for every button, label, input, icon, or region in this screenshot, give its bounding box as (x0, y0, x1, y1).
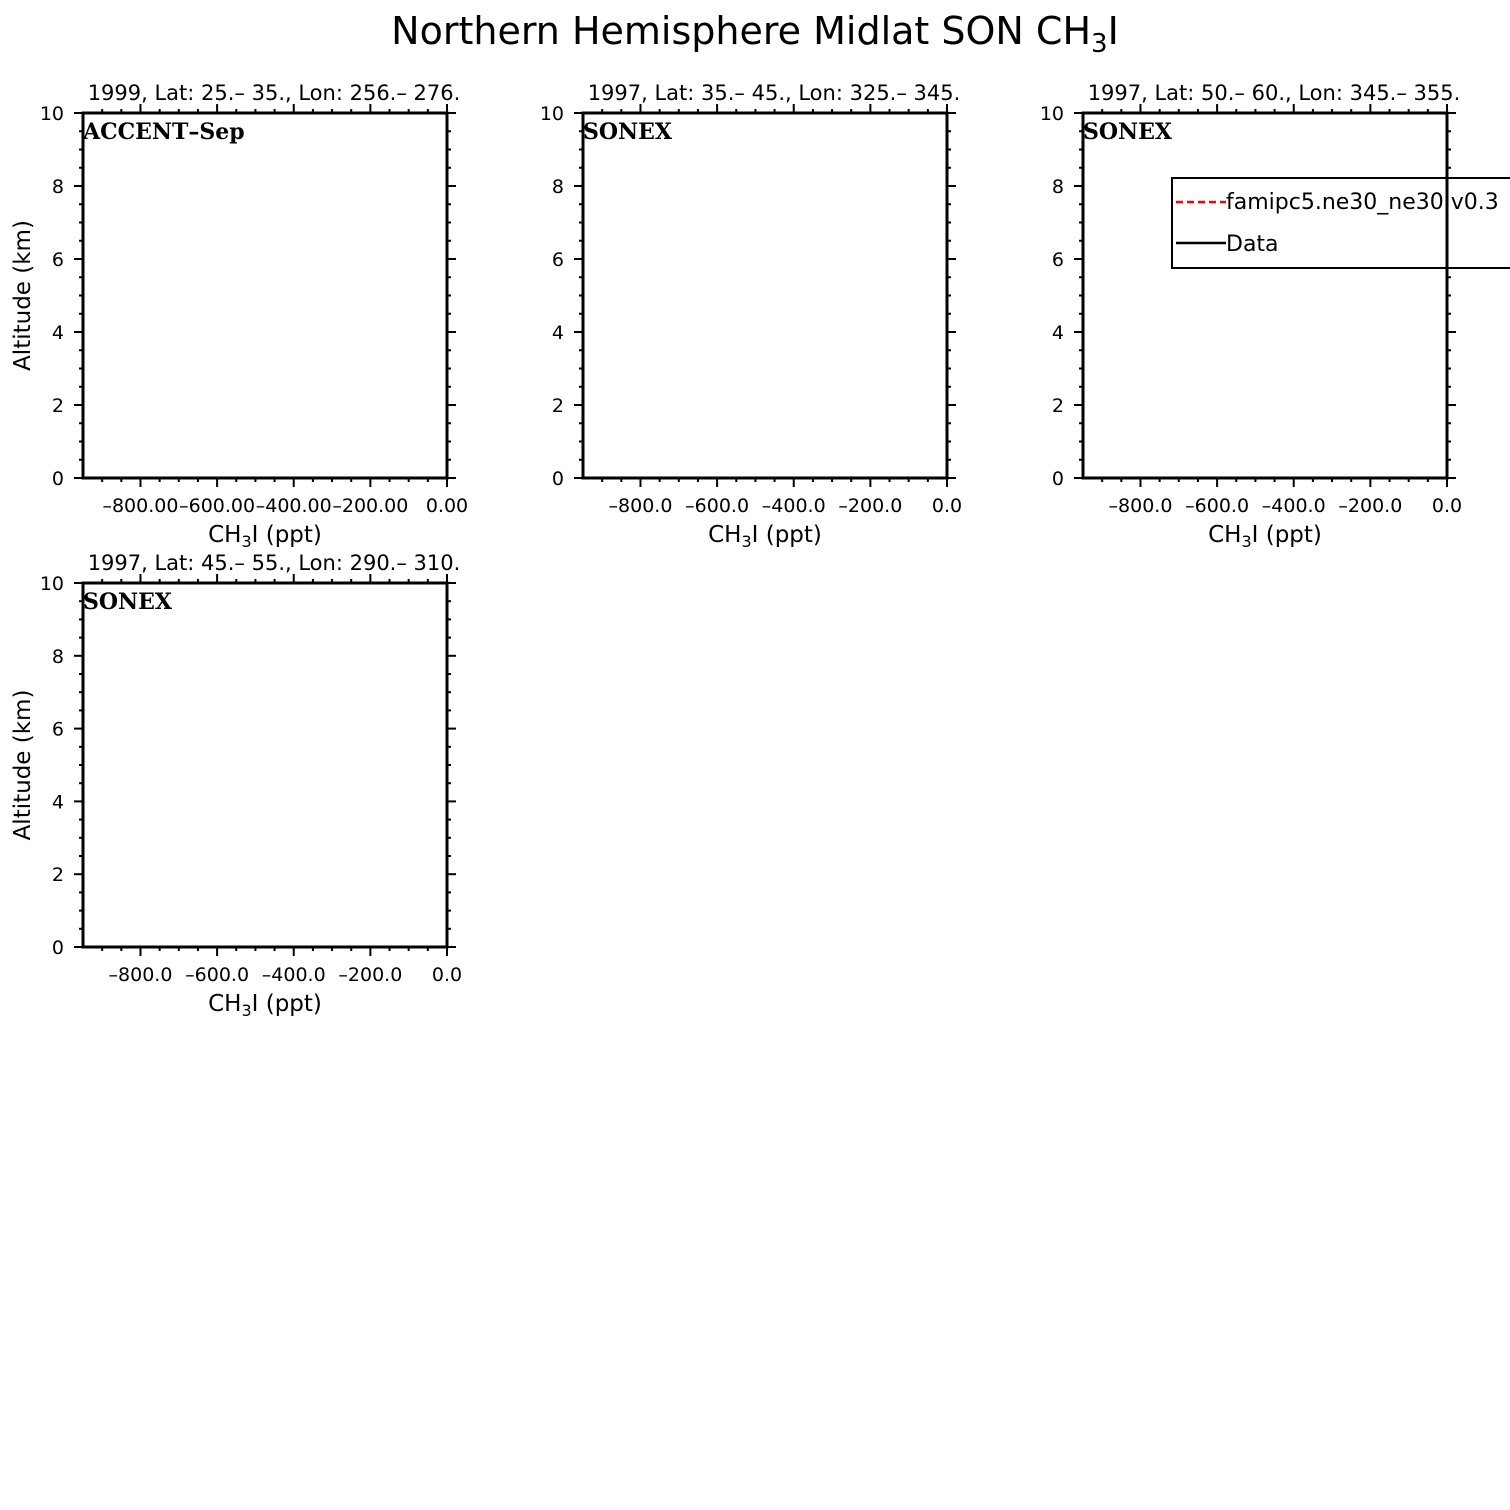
panel-title: 1999, Lat: 25.– 35., Lon: 256.– 276. (87, 81, 461, 105)
plot-frame (83, 583, 447, 947)
y-axis-ticks (74, 113, 456, 478)
campaign-label: ACCENT–Sep (83, 119, 245, 145)
x-tick-label: –600.0 (1185, 495, 1250, 517)
chart-panel-4 (10, 551, 462, 1020)
x-axis-label-subscript: 3 (1241, 532, 1252, 551)
x-tick-label: –600.00 (179, 495, 256, 517)
figure-title-subscript: 3 (1091, 29, 1108, 59)
x-axis-label (708, 522, 822, 551)
y-tick-label: 2 (51, 395, 64, 417)
x-tick-label: –400.0 (261, 964, 326, 986)
legend-model-label: famipc5.ne30_ne30.v0.3 (1226, 190, 1499, 215)
x-tick-label: –200.0 (338, 964, 403, 986)
y-tick-label: 10 (1039, 103, 1064, 125)
y-axis-label: Altitude (km) (10, 220, 36, 371)
campaign-label: SONEX (1083, 119, 1172, 145)
x-tick-label: –200.00 (332, 495, 409, 517)
y-tick-label: 8 (51, 645, 64, 668)
x-tick-label: –800.0 (608, 495, 673, 517)
y-axis-label: Altitude (km) (10, 689, 36, 841)
x-axis-label-main: CH (1208, 522, 1242, 548)
y-tick-label: 0 (551, 468, 564, 490)
y-tick-label: 2 (551, 395, 564, 417)
plot-frame (1083, 113, 1447, 478)
y-tick-label: 10 (539, 103, 564, 125)
y-tick-label: 0 (51, 937, 64, 959)
panel-title: 1997, Lat: 45.– 55., Lon: 290.– 310. (87, 551, 461, 575)
x-axis-label-end: I (ppt) (251, 991, 322, 1017)
x-axis-label-end: I (ppt) (751, 522, 822, 548)
x-axis-label-main: CH (208, 991, 242, 1017)
x-axis-ticks (1102, 104, 1447, 487)
x-tick-label: –800.00 (102, 495, 179, 517)
panel-title: 1997, Lat: 50.– 60., Lon: 345.– 355. (1087, 81, 1461, 105)
y-tick-label: 6 (1051, 249, 1064, 271)
x-axis-ticks (602, 104, 947, 487)
y-tick-label: 10 (39, 573, 64, 595)
x-tick-label: 0.0 (1431, 495, 1463, 517)
x-tick-label: 0.00 (425, 495, 469, 517)
campaign-label: SONEX (83, 589, 172, 615)
x-axis-ticks (102, 574, 447, 956)
y-tick-label: 8 (551, 176, 564, 198)
x-tick-label: 0.0 (931, 495, 963, 517)
x-tick-label: –600.0 (185, 964, 250, 986)
figure-title-end: I (1107, 9, 1119, 53)
x-tick-label: –200.0 (1338, 495, 1403, 517)
y-tick-label: 0 (1051, 468, 1064, 490)
x-tick-label: –400.0 (761, 495, 826, 517)
x-axis-label (208, 522, 322, 551)
x-axis-label-subscript: 3 (741, 532, 752, 551)
legend-data-label: Data (1226, 232, 1279, 257)
panel-title: 1997, Lat: 35.– 45., Lon: 325.– 345. (587, 81, 961, 105)
y-tick-label: 8 (51, 176, 64, 198)
legend (1172, 113, 1510, 478)
y-tick-label: 10 (39, 103, 64, 125)
x-tick-label: –400.00 (255, 495, 332, 517)
x-axis-label-end: I (ppt) (1251, 522, 1322, 548)
x-tick-label: –800.0 (108, 964, 173, 986)
x-axis-label-subscript: 3 (241, 1001, 252, 1020)
x-axis-label-subscript: 3 (241, 532, 252, 551)
x-tick-label: –400.0 (1261, 495, 1326, 517)
x-tick-label: –600.0 (685, 495, 750, 517)
plot-frame (583, 113, 947, 478)
y-tick-label: 6 (551, 249, 564, 271)
y-tick-label: 6 (51, 249, 64, 271)
x-tick-label: –200.0 (838, 495, 903, 517)
y-axis-ticks (74, 583, 456, 947)
y-tick-label: 4 (51, 322, 64, 344)
y-tick-label: 8 (1051, 176, 1064, 198)
panels (10, 81, 1510, 1020)
x-axis-ticks (102, 104, 447, 487)
y-tick-label: 2 (1051, 395, 1064, 417)
x-axis-label (1208, 522, 1322, 551)
x-tick-label: 0.0 (431, 964, 463, 986)
y-tick-label: 6 (51, 718, 64, 741)
chart-panel-1 (10, 81, 468, 551)
chart-panel-2 (540, 81, 962, 551)
x-axis-label-main: CH (208, 522, 242, 548)
y-axis-ticks (574, 113, 956, 478)
figure-title (391, 9, 1119, 59)
y-axis-ticks (1074, 113, 1456, 478)
x-axis-label-end: I (ppt) (251, 522, 322, 548)
y-tick-label: 4 (51, 791, 64, 814)
y-tick-label: 4 (551, 322, 564, 344)
y-tick-label: 0 (51, 468, 64, 490)
campaign-label: SONEX (583, 119, 672, 145)
plot-frame (83, 113, 447, 478)
x-axis-label-main: CH (708, 522, 742, 548)
chart-panel-3 (1040, 81, 1510, 551)
y-tick-label: 2 (51, 864, 64, 887)
x-tick-label: –800.0 (1108, 495, 1173, 517)
x-axis-label (208, 991, 322, 1020)
y-tick-label: 4 (1051, 322, 1064, 344)
figure-title-main: Northern Hemisphere Midlat SON CH (391, 9, 1092, 53)
